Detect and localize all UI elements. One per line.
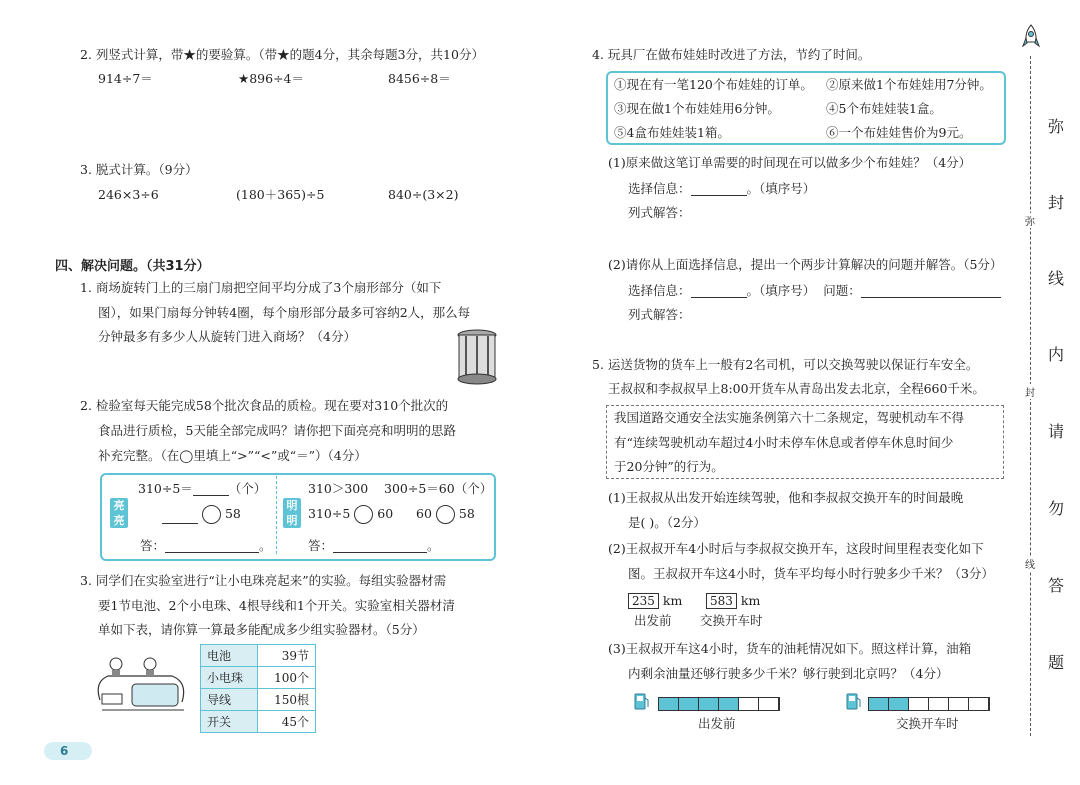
fuel-segment — [719, 698, 739, 710]
fuel-gauge-before — [658, 697, 780, 711]
info-3: ③现在做1个布娃娃用6分钟。 — [614, 101, 780, 116]
p5-sub1-b: 是( )。（2分） — [628, 515, 706, 530]
p5-sub3-a: (3)王叔叔开车这4小时，货车的油耗情况如下。照这样计算，油箱 — [608, 641, 972, 656]
p4-sub1-solve: 列式解答： — [628, 205, 691, 220]
binding-char: 封 — [1048, 193, 1065, 212]
p5-line-1: 5. 运送货物的货车上一般有2名司机，可以交换驾驶以保证行车安全。 — [592, 357, 979, 372]
mm-expression-2: 300÷5＝60（个） — [384, 481, 493, 496]
binding-char: 线 — [1048, 269, 1065, 288]
p3-line-2: 要1节电池、2个小电珠、4根导线和1个开关。实验室相关器材清 — [98, 598, 455, 613]
info-choice-blank[interactable] — [691, 285, 747, 298]
table-cell: 100个 — [258, 667, 316, 689]
mm-compare-row-1: 310÷5 60 — [308, 505, 393, 524]
fuel-segment — [929, 698, 949, 710]
binding-small-char: 弥 — [1025, 213, 1035, 228]
revolving-door-image — [456, 328, 498, 386]
info-1: ①现在有一笔120个布娃娃的订单。 — [614, 77, 813, 92]
binding-char: 勿 — [1048, 499, 1065, 518]
info-2: ②原来做1个布娃娃用7分钟。 — [826, 77, 992, 92]
p5-sub2-a: (2)王叔叔开车4小时后与李叔叔交换开车，这段时间里程表变化如下 — [608, 541, 984, 556]
odometer-label-switch: 交换开车时 — [700, 613, 763, 628]
p4-sub2-solve: 列式解答： — [628, 307, 691, 322]
fuel-segment — [739, 698, 759, 710]
page-number: 6 — [60, 744, 69, 758]
mingming-tag: 明明 — [283, 498, 301, 528]
table-row — [201, 689, 316, 711]
info-6: ⑥一个布娃娃售价为9元。 — [826, 125, 972, 140]
compare-circle[interactable] — [436, 505, 455, 524]
p5-sub2-b: 图。王叔叔开车这4小时，货车平均每小时行驶多少千米？（3分） — [628, 566, 994, 581]
table-cell: 小电珠 — [201, 667, 258, 689]
compare-circle[interactable] — [202, 505, 221, 524]
table-cell: 电池 — [201, 645, 258, 667]
rocket-icon — [1022, 24, 1040, 52]
law-line-1: 我国道路交通安全法实施条例第六十二条规定，驾驶机动车不得 — [614, 410, 965, 425]
law-line-3: 于20分钟”的行为。 — [614, 459, 724, 474]
mm-compare-row-2: 60 58 — [416, 505, 475, 524]
table-cell: 导线 — [201, 689, 258, 711]
p5-line-2: 王叔叔和李叔叔早上8:00开货车从青岛出发去北京，全程660千米。 — [608, 381, 985, 396]
binding-char: 题 — [1048, 653, 1065, 672]
info-choice-blank[interactable] — [691, 183, 747, 196]
materials-table — [200, 644, 316, 733]
fuel-label-switch: 交换开车时 — [896, 716, 959, 731]
ll-answer: 答： 。 — [140, 538, 272, 553]
q2-item-1: 914÷7＝ — [98, 71, 153, 86]
q2-item-3: 8456÷8＝ — [388, 71, 451, 86]
p3-line-3: 单如下表，请你算一算最多能配成多少组实验器材。（5分） — [98, 622, 425, 637]
circuit-illustration — [92, 652, 192, 722]
fuel-segment — [909, 698, 929, 710]
ll-compare-row: 58 — [162, 505, 241, 524]
odometer-before: 235 km — [628, 593, 682, 609]
binding-char: 内 — [1048, 345, 1065, 364]
mm-answer: 答： 。 — [308, 538, 440, 553]
fuel-segment — [699, 698, 719, 710]
odometer-label-before: 出发前 — [634, 613, 672, 628]
p2-line-3: 补充完整。（在◯里填上“>”“<”或“＝”）（4分） — [98, 448, 367, 463]
fuel-pump-icon — [634, 692, 650, 710]
info-4: ④5个布娃娃装1盒。 — [826, 101, 942, 116]
binding-small-char: 线 — [1025, 556, 1035, 571]
fuel-pump-icon — [846, 692, 862, 710]
p4-sub1: (1)原来做这笔订单需要的时间现在可以做多少个布娃娃？（4分） — [608, 155, 972, 170]
p5-sub3-b: 内剩余油量还够行驶多少千米？够行驶到北京吗？（4分） — [628, 666, 949, 681]
q3-item-3: 840÷(3×2) — [388, 187, 459, 202]
fuel-segment — [869, 698, 889, 710]
law-line-2: 有“连续驾驶机动车超过4小时未停车休息或者停车休息时间少 — [614, 435, 954, 450]
binding-char: 弥 — [1048, 117, 1065, 136]
p5-sub1-a: (1)王叔叔从出发开始连续驾驶，他和李叔叔交换开车的时间最晚 — [608, 490, 964, 505]
p1-line-1: 1. 商场旋转门上的三扇门扇把空间平均分成了3个扇形部分（如下 — [80, 280, 442, 295]
table-row — [201, 711, 316, 733]
table-cell: 45个 — [258, 711, 316, 733]
ll-expression: 310÷5＝ （个） — [138, 481, 267, 496]
p2-line-1: 2. 检验室每天能完成58个批次食品的质检。现在要对310个批次的 — [80, 398, 449, 413]
p1-line-3: 分钟最多有多少人从旋转门进入商场？（4分） — [98, 329, 356, 344]
q3-title: 3. 脱式计算。（9分） — [80, 162, 198, 177]
table-cell: 150根 — [258, 689, 316, 711]
p4-title: 4. 玩具厂在做布娃娃时改进了方法，节约了时间。 — [592, 47, 871, 62]
table-cell: 39节 — [258, 645, 316, 667]
binding-char: 答 — [1048, 576, 1065, 595]
odometer-switch: 583 km — [706, 593, 760, 609]
fuel-gauge-switch — [868, 697, 990, 711]
fuel-label-before: 出发前 — [698, 716, 736, 731]
binding-char: 请 — [1048, 422, 1065, 441]
info-5: ⑤4盒布娃娃装1箱。 — [614, 125, 730, 140]
liangliang-tag: 亮亮 — [110, 498, 128, 528]
fuel-segment — [759, 698, 779, 710]
fuel-segment — [679, 698, 699, 710]
p3-line-1: 3. 同学们在实验室进行“让小电珠亮起来”的实验。每组实验器材需 — [80, 573, 447, 588]
table-row — [201, 645, 316, 667]
p4-sub2-choose: 选择信息： 。（填序号） 问题： — [628, 284, 1001, 298]
p4-sub1-choose: 选择信息： 。（填序号） — [628, 181, 816, 196]
fuel-segment — [969, 698, 989, 710]
fuel-segment — [659, 698, 679, 710]
p2-divider — [276, 476, 277, 554]
q2-item-2: ★896÷4＝ — [238, 71, 304, 86]
fuel-segment — [889, 698, 909, 710]
p2-line-2: 食品进行质检，5天能全部完成吗？请你把下面亮亮和明明的思路 — [98, 423, 456, 438]
section-4-heading: 四、解决问题。（共31分） — [55, 259, 210, 274]
q3-item-2: (180＋365)÷5 — [236, 187, 325, 202]
table-row — [201, 667, 316, 689]
table-cell: 开关 — [201, 711, 258, 733]
q3-item-1: 246×3÷6 — [98, 187, 159, 202]
p1-line-2: 图），如果门扇每分钟转4圈，每个扇形部分最多可容纳2人，那么每 — [98, 305, 471, 320]
binding-small-char: 封 — [1025, 384, 1035, 399]
mm-expression-1: 310＞300 — [308, 481, 369, 496]
fuel-segment — [949, 698, 969, 710]
compare-circle[interactable] — [354, 505, 373, 524]
q2-title: 2. 列竖式计算，带★的要验算。（带★的题4分，其余每题3分，共10分） — [80, 47, 484, 62]
p4-sub2: (2)请你从上面选择信息，提出一个两步计算解决的问题并解答。（5分） — [608, 257, 1003, 272]
question-blank[interactable] — [861, 285, 1001, 298]
